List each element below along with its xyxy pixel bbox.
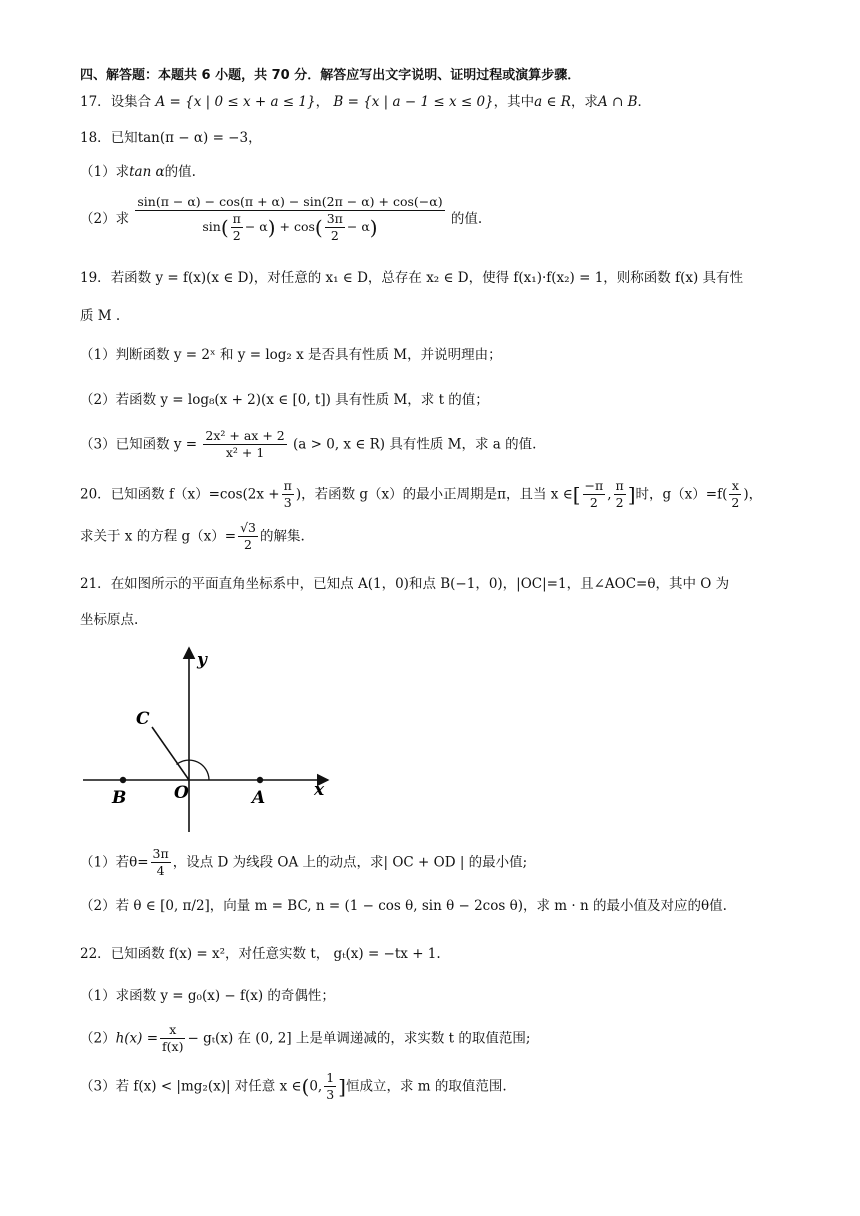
section-heading: 四、解答题：本题共 6 小题，共 70 分．解答应写出文字说明、证明过程或演算步骤． <box>80 68 581 83</box>
question-number: 18． <box>80 130 111 146</box>
question-19-part-2: （2）若函数 y = log₈(x + 2)(x ∈ [0, t]) 具有性质 M，求 t 的值； <box>80 392 489 408</box>
question-20: 20．已知函数 f（x）=cos(2x + $\frac{\pi}{3}$ )，若函数 g（x）的最小正周期是π，且当 x ∈[ $\frac{-\pi}{2}$ , $\frac{\pi}{2}$ ]时，g（x）=f( $\frac{x}{2}$ )， <box>80 478 763 510</box>
a-label: A <box>252 788 266 808</box>
y-label: y <box>197 650 207 670</box>
question-17: 17．设集合 A = {x | 0 ≤ x + a ≤ 1}， B = {x | a − 1 ≤ x ≤ 0}，其中a ∈ R，求A ∩ B． <box>80 94 652 110</box>
question-20-line-2: 求关于 x 的方程 g（x）= $\frac{√3}{2}$ 的解集. <box>80 520 305 552</box>
question-21-line-2: 坐标原点. <box>80 612 139 628</box>
question-21-part-2: （2）若 θ ∈ [0, π/2]，向量 m = BC, n = (1 − cos θ, sin θ − 2cos θ)，求 m · n 的最小值及对应的θ值. <box>80 898 727 914</box>
question-number: 19． <box>80 270 111 286</box>
segment-oc <box>152 727 189 780</box>
question-number: 17． <box>80 94 111 110</box>
question-18: 18．已知tan(π − α) = −3， <box>80 130 262 146</box>
question-number: 20． <box>80 486 111 503</box>
given-expression: tan(π − α) = −3 <box>137 130 249 146</box>
set-b: B = {x | a − 1 ≤ x ≤ 0} <box>333 94 494 110</box>
point-a <box>257 777 263 783</box>
question-number: 22． <box>80 946 111 962</box>
question-21: 21．在如图所示的平面直角坐标系中，已知点 A(1，0)和点 B(−1，0)，|OC|=1，且∠AOC=θ，其中 O 为 <box>80 576 730 592</box>
question-22: 22．已知函数 f(x) = x²，对任意实数 t， gₜ(x) = −tx + 1. <box>80 946 441 962</box>
question-22-part-1: （1）求函数 y = g₀(x) − f(x) 的奇偶性； <box>80 988 335 1004</box>
question-19-part-3: （3）已知函数 y = $\frac{\text{2x² + ax + 2}}{\text{x² + 1}}$ (a > 0, x ∈ R) 具有性质 M，求 a 的值. <box>80 428 537 460</box>
o-label: O <box>174 783 189 803</box>
question-22-part-3: （3）若 f(x) < |mg₂(x)| 对任意 x ∈(0, $\frac{1}{3}$ ]恒成立，求 m 的取值范围. <box>80 1070 507 1102</box>
coordinate-figure <box>78 640 348 840</box>
point-b <box>120 777 126 783</box>
question-22-part-2: （2）h(x) = $\frac{x}{f(x)}$ − gₜ(x) 在 (0, 2] 上是单调递减的，求实数 t 的取值范围; <box>80 1022 531 1054</box>
question-18-part-2: （2）求 sin(π − α) − cos(π + α) − sin(2π − α) + cos(−α) sin( $\frac{\pi}{2}$ − α) + cos( $\frac{3\pi}{2}$ − α) 的值. <box>80 194 483 243</box>
question-19-line-2: 质 M . <box>80 308 121 324</box>
question-19-part-1: （1）判断函数 y = 2ˣ 和 y = log₂ x 是否具有性质 M，并说明理由； <box>80 347 502 363</box>
question-19: 19．若函数 y = f(x)(x ∈ D)，对任意的 x₁ ∈ D，总存在 x₂ ∈ D，使得 f(x₁)·f(x₂) = 1，则称函数 f(x) 具有性 <box>80 270 744 286</box>
question-number: 21． <box>80 576 111 592</box>
b-label: B <box>112 788 127 808</box>
question-18-part-1: （1）求tan α的值. <box>80 164 196 180</box>
x-label: x <box>314 780 325 800</box>
trig-fraction: sin(π − α) − cos(π + α) − sin(2π − α) + cos(−α) sin( $\frac{\pi}{2}$ − α) + cos( $\frac{3\pi}{2}$ − α) <box>137 194 443 243</box>
question-21-part-1: （1）若θ= $\frac{3\pi}{4}$ ，设点 D 为线段 OA 上的动点，求| OC + OD | 的最小值; <box>80 846 528 878</box>
c-label: C <box>136 709 150 729</box>
set-a: A = {x | 0 ≤ x + a ≤ 1} <box>155 94 316 110</box>
